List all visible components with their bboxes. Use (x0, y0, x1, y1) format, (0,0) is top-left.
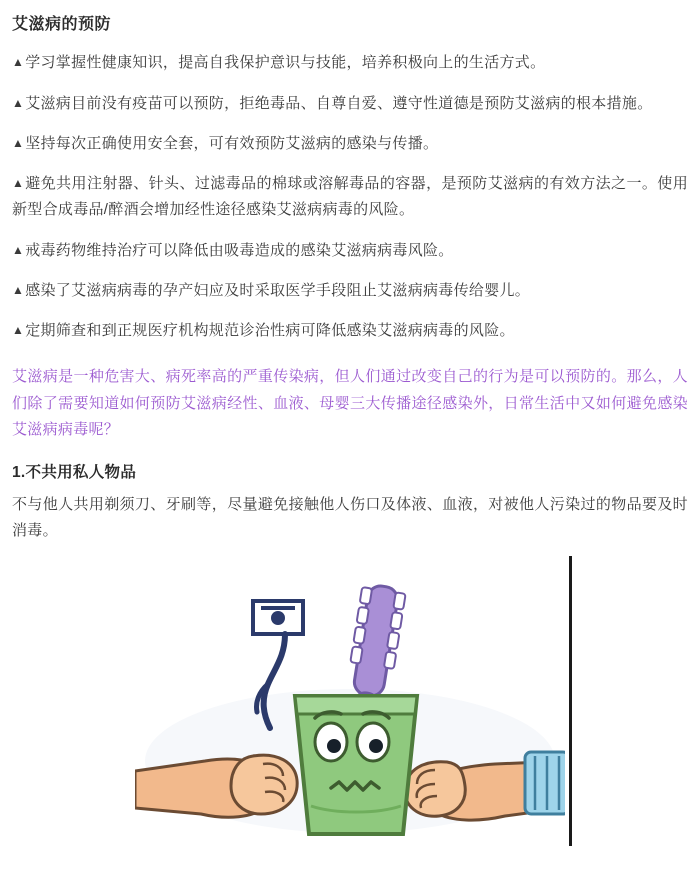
highlight-paragraph: 艾滋病是一种危害大、病死率高的严重传染病，但人们通过改变自己的行为是可以预防的。那么，人们除了需要知道如何预防艾滋病经性、血液、母婴三大传播途径感染外，日常生活中又如何避免感染艾滋病病毒呢？ (12, 368, 688, 438)
illustration-figure (0, 556, 700, 856)
bullet-paragraph-1: ▲ 学习掌握性健康知识，提高自我保护意识与技能，培养积极向上的生活方式。 (12, 50, 688, 76)
section-heading-1: 1.不共用私人物品 (12, 464, 137, 482)
bullet-paragraph-5: ▲ 戒毒药物维持治疗可以降低由吸毒造成的感染艾滋病病毒风险。 (12, 238, 688, 264)
bullet-paragraph-3: ▲ 坚持每次正确使用安全套，可有效预防艾滋病的感染与传播。 (12, 131, 688, 157)
section-body-1: 不与他人共用剃须刀、牙刷等，尽量避免接触他人伤口及体液、血液，对被他人污染过的物品要及时消毒。 (12, 495, 688, 540)
page-title: 艾滋病的预防 (12, 16, 112, 33)
bullet-paragraph-4: ▲ 避免共用注射器、针头、过滤毒品的棉球或溶解毒品的容器，是预防艾滋病的有效方法之一。使用新型合成毒品/醉酒会增加经性途径感染艾滋病病毒的风险。 (12, 171, 688, 224)
bullet-paragraph-7: ▲ 定期筛查和到正规医疗机构规范诊治性病可降低感染艾滋病病毒的风险。 (12, 318, 688, 344)
vertical-rule (569, 556, 572, 846)
bullet-paragraph-6: ▲ 感染了艾滋病病毒的孕产妇应及时采取医学手段阻止艾滋病病毒传给婴儿。 (12, 278, 688, 304)
bullet-paragraph-2: ▲ 艾滋病目前没有疫苗可以预防，拒绝毒品、自尊自爱、遵守性道德是预防艾滋病的根本措施。 (12, 91, 688, 117)
toothbrush-cup-cartoon-icon (135, 556, 565, 851)
